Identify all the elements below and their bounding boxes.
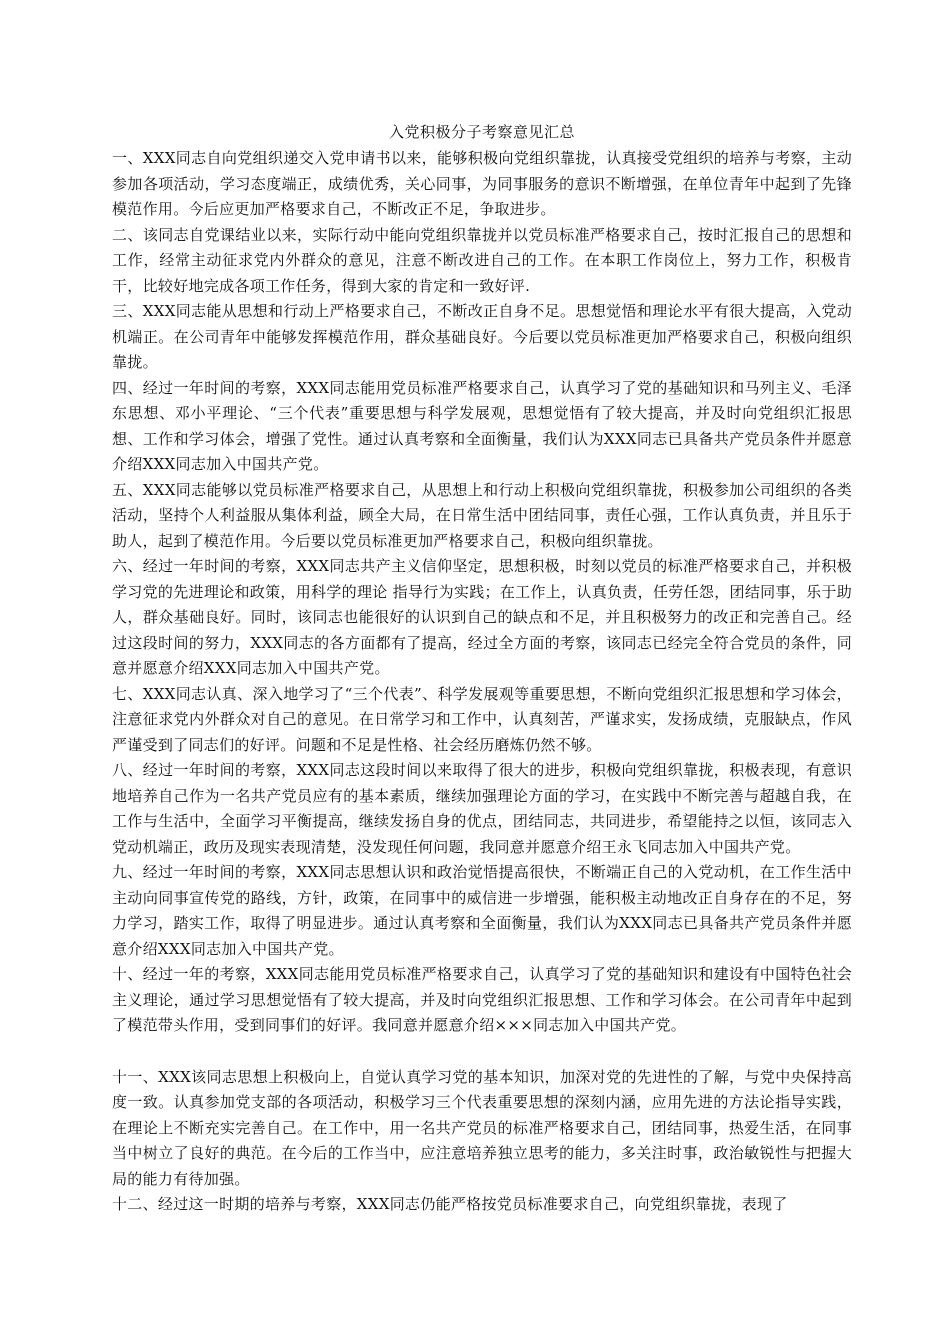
paragraph-11: 十一、XXX该同志思想上积极向上，自觉认真学习党的基本知识，加深对党的先进性的了解，与党中央保持高度一致。认真参加党支部的各项活动，积极学习三个代表重要思想的深刻内涵，应用先进的方法论指导实践，在理论上不断充实完善自己。在工作中，用一名共产党员的标准严格要求自己，团结同事，热爱生活，在同事当中树立了良好的典范。在今后的工作当中，应注意培养独立思考的能力，多关注时事，政治敏锐性与把握大局的能力有待加强。 (112, 1067, 852, 1188)
paragraph-10: 十、经过一年的考察，XXX同志能用党员标准严格要求自己，认真学习了党的基础知识和建设有中国特色社会主义理论，通过学习思想觉悟有了较大提高，并及时向党组织汇报思想、工作和学习体会。在公司青年中起到了模范带头作用，受到同事们的好评。我同意并愿意介绍×××同志加入中国共产党。 (112, 965, 852, 1034)
paragraph-1: 一、XXX同志自向党组织递交入党申请书以来，能够积极向党组织靠拢，认真接受党组织的培养与考察，主动参加各项活动，学习态度端正，成绩优秀，关心同事，为同事服务的意识不断增强，在单位青年中起到了先锋模范作用。今后应更加严格要求自己，不断改正不足，争取进步。 (112, 149, 852, 218)
paragraph-3: 三、XXX同志能从思想和行动上严格要求自己，不断改正自身不足。思想觉悟和理论水平有很大提高，入党动机端正。在公司青年中能够发挥模范作用，群众基础良好。今后要以党员标准更加严格要求自己，积极向组织靠拢。 (112, 302, 852, 371)
paragraph-6: 六、经过一年时间的考察，XXX同志共产主义信仰坚定，思想积极，时刻以党员的标准严格要求自己，并积极学习党的先进理论和政策，用科学的理论 指导行为实践；在工作上，认真负责，任劳任怨，团结同事，乐于助人，群众基础良好。同时，该同志也能很好的认识到自己的缺点和不足，并且积极努力的改正和完善自己。经过这段时间的努力，XXX同志的各方面都有了提高，经过全方面的考察，该同志已经完全符合党员的条件，同意并愿意介绍XXX同志加入中国共产党。 (112, 557, 852, 677)
document-title: 入党积极分子考察意见汇总 (388, 123, 575, 141)
paragraph-4: 四、经过一年时间的考察，XXX同志能用党员标准严格要求自己，认真学习了党的基础知识和马列主义、毛泽东思想、邓小平理论、“三个代表”重要思想与科学发展观，思想觉悟有了较大提高，并及时向党组织汇报思想、工作和学习体会，增强了党性。通过认真考察和全面衡量，我们认为XXX同志已具备共产党员条件并愿意介绍XXX同志加入中国共产党。 (112, 378, 852, 473)
paragraph-9: 九、经过一年时间的考察，XXX同志思想认识和政治觉悟提高很快，不断端正自己的入党动机，在工作生活中主动向同事宣传党的路线，方针，政策，在同事中的威信进一步增强，能积极主动地改正自身存在的不足，努力学习，踏实工作，取得了明显进步。通过认真考察和全面衡量，我们认为XXX同志已具备共产党员条件并愿意介绍XXX同志加入中国共产党。 (112, 863, 852, 958)
paragraph-2: 二、该同志自党课结业以来，实际行动中能向党组织靠拢并以党员标准严格要求自己，按时汇报自己的思想和工作，经常主动征求党内外群众的意见，注意不断改进自己的工作。在本职工作岗位上，努力工作，积极肯干，比较好地完成各项工作任务，得到大家的肯定和一致好评. (112, 225, 852, 295)
blank-line (112, 1039, 852, 1065)
paragraph-5: 五、XXX同志能够以党员标准严格要求自己，从思想上和行动上积极向党组织靠拢，积极参加公司组织的各类活动，坚持个人利益服从集体利益，顾全大局，在日常生活中团结同事，责任心强，工作认真负责，并且乐于助人，起到了模范作用。今后要以党员标准更加严格要求自己，积极向组织靠拢。 (112, 480, 852, 550)
paragraph-8: 八、经过一年时间的考察，XXX同志这段时间以来取得了很大的进步，积极向党组织靠拢，积极表现，有意识地培养自己作为一名共产党员应有的基本素质，继续加强理论方面的学习，在实践中不断完善与超越自我，在工作与生活中，全面学习平衡提高，继续发扬自身的优点，团结同志，共同进步，希望能持之以恒，该同志入党动机端正，政历及现实表现清楚，没发现任何问题，我同意并愿意介绍王永飞同志加入中国共产党。 (112, 761, 852, 856)
paragraph-12: 十二、经过这一时期的培养与考察，XXX同志仍能严格按党员标准要求自己，向党组织靠拢，表现了 (112, 1195, 788, 1213)
paragraph-7: 七、XXX同志认真、深入地学习了“三个代表”、科学发展观等重要思想，不断向党组织汇报思想和学习体会，注意征求党内外群众对自己的意见。在日常学习和工作中，认真刻苦，严谨求实，发扬成绩，克服缺点，作风严谨受到了同志们的好评。问题和不足是性格、社会经历磨炼仍然不够。 (112, 684, 852, 754)
document-page (112, 122, 852, 1218)
